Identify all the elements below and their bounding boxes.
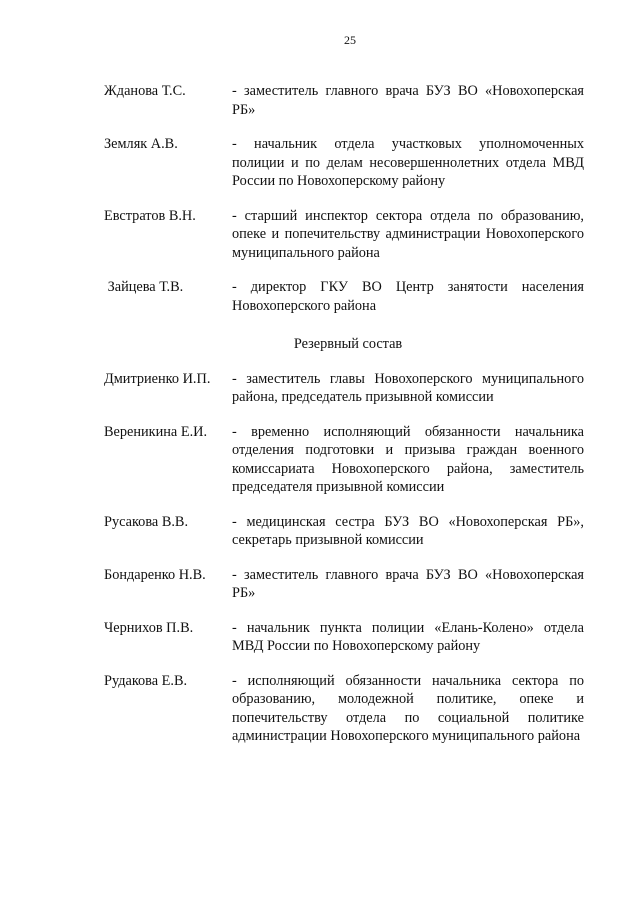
member-description: - медицинская сестра БУЗ ВО «Новохоперская РБ», секретарь призывной комиссии [232,513,584,548]
member-name: Евстратов В.Н. [104,207,196,224]
reserve-member-entry [104,566,584,603]
reserve-member-entry [104,513,584,550]
member-name: Жданова Т.С. [104,83,186,99]
reserve-section-title: Резервный состав [293,336,403,352]
member-entry [104,135,584,191]
member-entry [104,82,584,119]
member-description: - старший инспектор сектора отдела по образованию, опеке и попечительству администрации Новохоперского муниципального района [232,207,584,261]
reserve-member-entry [104,423,584,497]
member-description: - исполняющий обязанности начальника сектора по образованию, молодежной политике, опеке и попечительству отдела по социальной политике администрации Новохоперского муниципального района [232,672,584,744]
member-description: - начальник пункта полиции «Елань-Колено» отдела МВД России по Новохоперскому району [232,619,584,654]
reserve-member-entry [104,619,584,656]
reserve-member-entry [104,672,584,746]
member-description: - начальник отдела участковых уполномоченных полиции и по делам несовершеннолетних отдела МВД России по Новохоперскому району [232,136,584,189]
member-name: Чернихов П.В. [104,619,194,636]
member-entry [104,278,584,315]
member-name: Земляк А.В. [104,136,178,152]
member-description: - директор ГКУ ВО Центр занятости населения Новохоперского района [232,279,584,314]
member-name: Вереникина Е.И. [104,423,208,440]
member-description: - заместитель главного врача БУЗ ВО «Новохоперская РБ» [232,83,584,118]
member-name: Русакова В.В. [104,513,189,530]
member-name: Бондаренко Н.В. [104,566,206,583]
member-description: - временно исполняющий обязанности начальника отделения подготовки и призыва граждан военного комиссариата Новохоперского района, заместитель председателя призывной комиссии [232,423,584,495]
member-description: - заместитель главного врача БУЗ ВО «Новохоперская РБ» [232,566,584,601]
member-description: - заместитель главы Новохоперского муниципального района, председатель призывной комиссии [232,370,584,405]
reserve-member-entry [104,370,584,407]
page-number: 25 [344,33,356,47]
member-entry [104,207,584,263]
member-name: Зайцева Т.В. [104,279,184,295]
commission-list [104,82,584,746]
member-name: Дмитриенко И.П. [104,370,211,387]
member-name: Рудакова Е.В. [104,672,188,689]
